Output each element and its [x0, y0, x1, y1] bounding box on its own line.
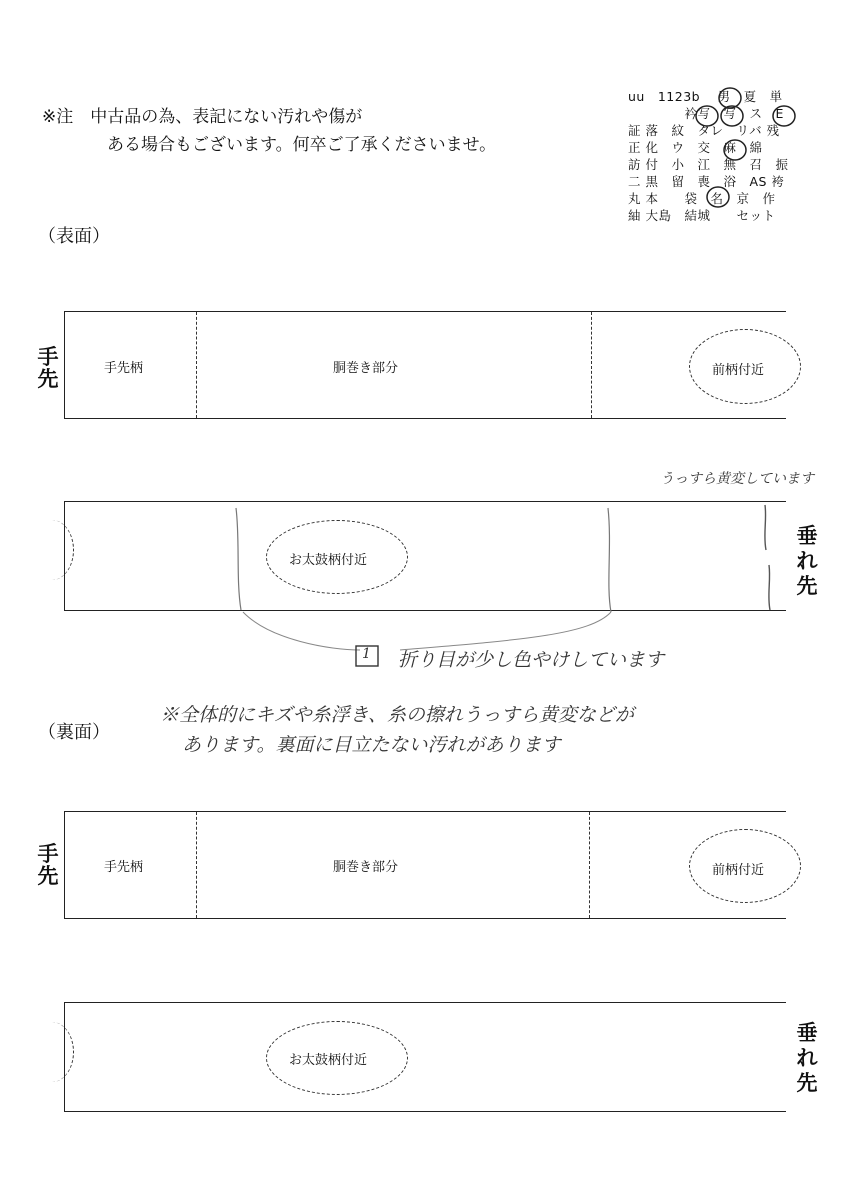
front-lower-strip [64, 501, 786, 611]
divider-line [591, 312, 592, 418]
notice-line-2: ある場合もございます。何卒ご了承くださいませ。 [107, 135, 497, 155]
back-lower-strip [64, 1002, 786, 1112]
partial-oval [30, 520, 74, 580]
front-tesaki-label [36, 346, 60, 390]
end-label-text: 手 先 [37, 842, 59, 888]
code-table [628, 88, 788, 224]
code-row: 丸 本 袋 名 京 作 [628, 191, 776, 206]
code-row: 正 化 ウ 交 麻 綿 [628, 140, 763, 155]
handwritten-general-line-1: ※全体的にキズや糸浮き、糸の擦れうっすら黄変などが [160, 704, 634, 726]
divider-line [196, 812, 197, 918]
front-section-maegara: 前柄付近 [712, 363, 765, 378]
code-row: uu 1123b 男 夏 単 [628, 89, 783, 104]
back-section-maegara: 前柄付近 [712, 863, 765, 878]
code-row: 二 黒 留 喪 浴 AS 袴 [628, 174, 785, 189]
partial-oval [30, 1022, 74, 1082]
notice-line-1: ※注 中古品の為、表記にない汚れや傷が [42, 107, 363, 127]
code-row: 衿写 写 ス E [628, 106, 784, 121]
back-taresaki-label [795, 1021, 819, 1096]
code-row: 証 落 紋 タレ リバ 残 [628, 123, 780, 138]
front-section-doumaki: 胴巻き部分 [333, 361, 399, 376]
front-otaiko-label: お太鼓柄付近 [289, 553, 368, 568]
front-heading: （表面） [38, 226, 110, 247]
code-row: 紬 大島 結城 セット [628, 208, 776, 223]
end-label-text: 垂 れ 先 [796, 1021, 818, 1095]
divider-line [589, 812, 590, 918]
back-heading: （裏面） [38, 722, 110, 743]
back-tesaki-label [36, 843, 60, 887]
front-section-tesaki-gara: 手先柄 [104, 361, 144, 376]
handwritten-yellowing-note: うっすら黄変しています [660, 471, 814, 487]
handwritten-general-line-2: あります。裏面に目立たない汚れがあります [182, 734, 561, 756]
handwritten-fold-note: 折り目が少し色やけしています [398, 649, 665, 671]
handwritten-fold-number: 1 [362, 646, 371, 662]
divider-line [196, 312, 197, 418]
front-taresaki-label [795, 524, 819, 599]
end-label-text: 垂 れ 先 [796, 524, 818, 598]
back-section-doumaki: 胴巻き部分 [333, 860, 399, 875]
front-upper-strip [64, 311, 786, 419]
back-upper-strip [64, 811, 786, 919]
back-otaiko-label: お太鼓柄付近 [289, 1053, 368, 1068]
end-label-text: 手 先 [37, 345, 59, 391]
code-row: 訪 付 小 江 無 召 振 [628, 157, 789, 172]
back-section-tesaki-gara: 手先柄 [104, 860, 144, 875]
